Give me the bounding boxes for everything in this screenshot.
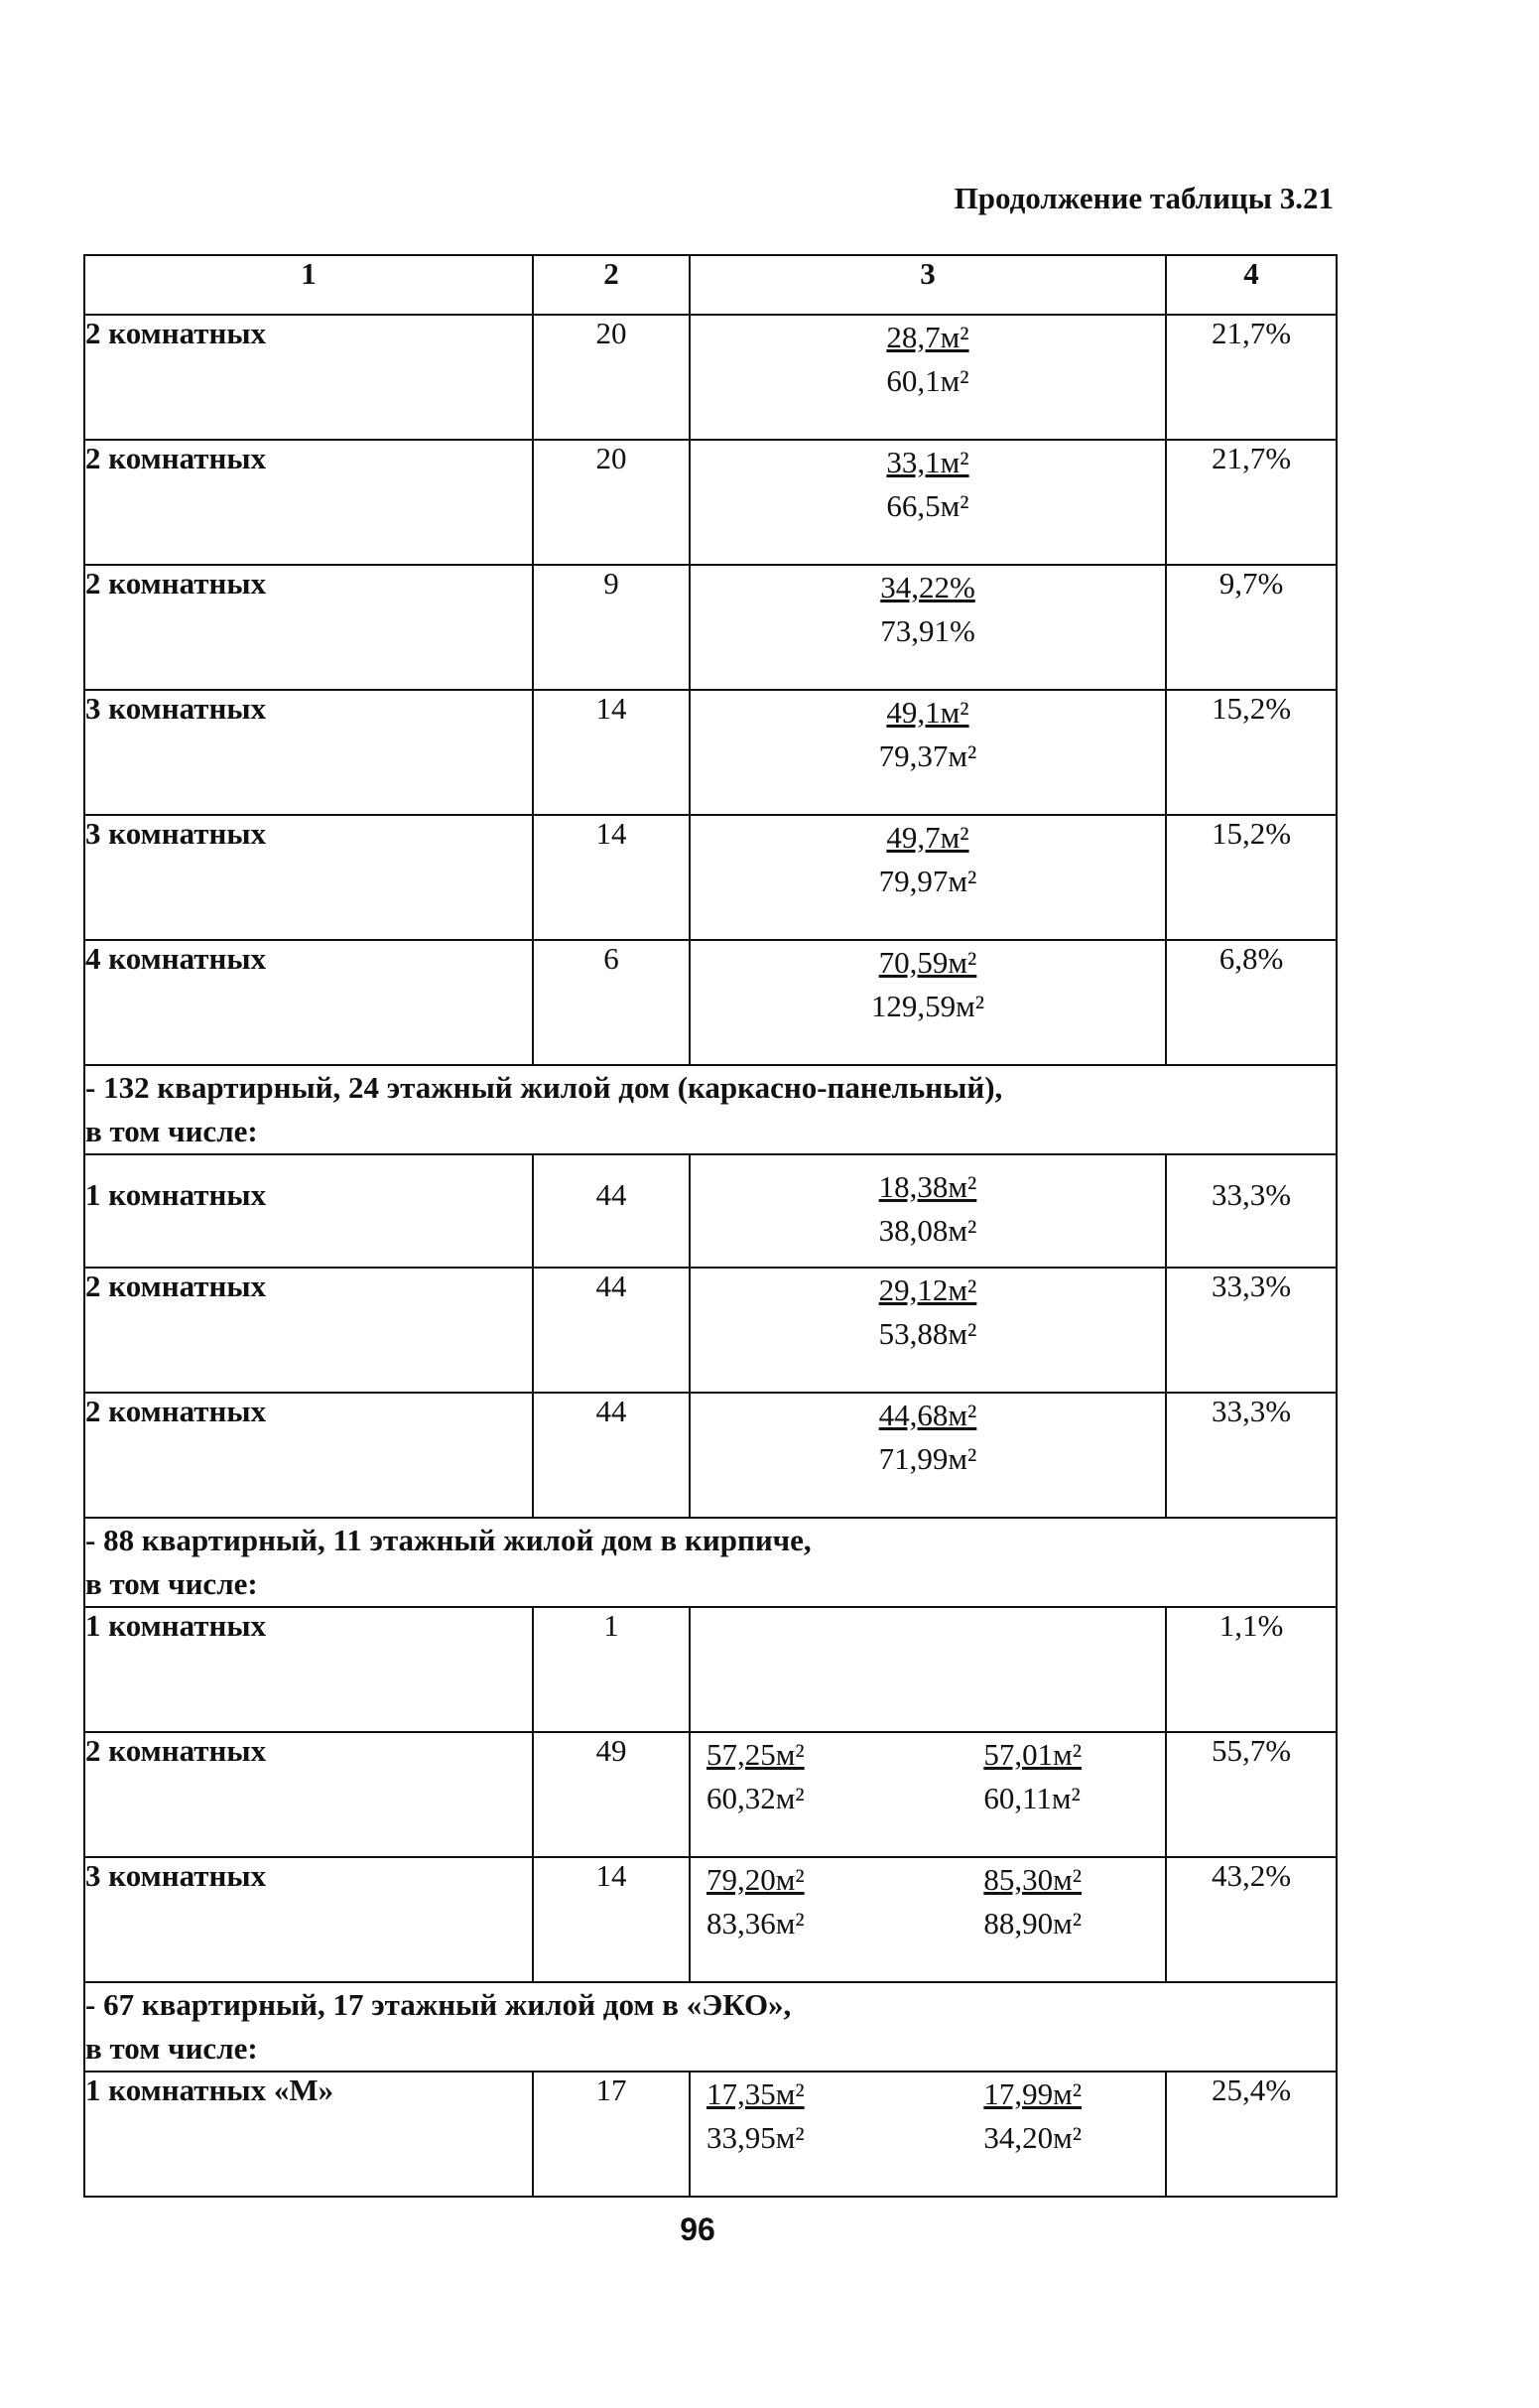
area-top: 44,68м² (878, 1398, 977, 1432)
area-pair (691, 2073, 1165, 2160)
area-bottom: 88,90м² (983, 1906, 1082, 1940)
section-line-1: - 88 квартирный, 11 этажный жилой дом в кирпиче, (85, 1523, 812, 1557)
area-top: 17,99м² (983, 2076, 1082, 2111)
page-number: 96 (680, 2211, 715, 2247)
area-bottom: 66,5м² (886, 488, 969, 523)
table-row (84, 440, 1337, 565)
percent: 55,7% (1166, 1732, 1337, 1857)
percent: 21,7% (1166, 315, 1337, 440)
apartment-count: 9 (533, 565, 690, 690)
area-cell (690, 1732, 1166, 1857)
area-bottom: 79,37м² (878, 738, 977, 773)
apartment-count: 1 (533, 1607, 690, 1732)
area-cell (690, 315, 1166, 440)
table-row (84, 1154, 1337, 1268)
section-line-2: в том числе: (85, 1114, 258, 1148)
apartment-count: 14 (533, 1857, 690, 1982)
section-heading (84, 1518, 1337, 1607)
section-row (84, 1065, 1337, 1154)
area-pair (691, 1733, 1165, 1820)
area-top: 28,7м² (886, 320, 969, 354)
percent: 33,3% (1166, 1268, 1337, 1393)
header-col-4: 4 (1166, 255, 1337, 315)
data-table (83, 254, 1338, 2198)
table-row (84, 315, 1337, 440)
percent: 15,2% (1166, 815, 1337, 940)
table-row (84, 565, 1337, 690)
apartment-count: 14 (533, 690, 690, 815)
table-row (84, 2072, 1337, 2197)
room-type: 4 комнатных (84, 940, 533, 1065)
area-variant-b (983, 2073, 1082, 2160)
percent: 25,4% (1166, 2072, 1337, 2197)
area-cell (690, 2072, 1166, 2197)
table-row (84, 1268, 1337, 1393)
apartment-count: 44 (533, 1268, 690, 1393)
room-type: 2 комнатных (84, 565, 533, 690)
area-bottom: 129,59м² (870, 989, 985, 1023)
apartment-count: 17 (533, 2072, 690, 2197)
percent: 15,2% (1166, 690, 1337, 815)
area-top: 70,59м² (878, 945, 977, 980)
area-top: 18,38м² (878, 1169, 977, 1204)
header-row (84, 255, 1337, 315)
header-col-3: 3 (690, 255, 1166, 315)
section-line-1: - 132 квартирный, 24 этажный жилой дом (каркасно-панельный), (85, 1070, 1003, 1105)
table-row (84, 1732, 1337, 1857)
section-line-2: в том числе: (85, 2031, 258, 2066)
percent: 43,2% (1166, 1857, 1337, 1982)
table-caption: Продолжение таблицы 3.21 (954, 181, 1334, 215)
apartment-count: 20 (533, 440, 690, 565)
area-cell (690, 1393, 1166, 1518)
area-top: 49,1м² (886, 695, 969, 730)
area-bottom: 60,32м² (706, 1781, 805, 1815)
section-row (84, 1518, 1337, 1607)
room-type: 2 комнатных (84, 440, 533, 565)
area-bottom: 60,11м² (983, 1781, 1081, 1815)
area-cell (690, 1268, 1166, 1393)
area-bottom: 79,97м² (878, 864, 977, 898)
area-cell (690, 565, 1166, 690)
area-cell-empty (690, 1607, 1166, 1732)
area-top: 57,01м² (983, 1737, 1082, 1772)
table-row (84, 1607, 1337, 1732)
room-type: 3 комнатных (84, 815, 533, 940)
room-type: 3 комнатных (84, 690, 533, 815)
percent: 9,7% (1166, 565, 1337, 690)
area-top: 34,22% (880, 570, 975, 604)
area-top: 85,30м² (983, 1862, 1082, 1897)
section-line-2: в том числе: (85, 1566, 258, 1601)
area-top: 17,35м² (706, 2076, 805, 2111)
table-row (84, 690, 1337, 815)
apartment-count: 49 (533, 1732, 690, 1857)
area-bottom: 83,36м² (706, 1906, 805, 1940)
percent: 33,3% (1166, 1154, 1337, 1268)
area-top: 79,20м² (706, 1862, 805, 1897)
table-row (84, 1393, 1337, 1518)
header-col-2: 2 (533, 255, 690, 315)
area-top: 49,7м² (886, 820, 969, 855)
percent: 1,1% (1166, 1607, 1337, 1732)
area-bottom: 38,08м² (878, 1213, 977, 1248)
area-bottom: 73,91% (880, 613, 975, 648)
area-variant-a (706, 2073, 805, 2160)
area-cell (690, 940, 1166, 1065)
area-cell (690, 815, 1166, 940)
area-pair (691, 1858, 1165, 1945)
apartment-count: 44 (533, 1393, 690, 1518)
section-line-1: - 67 квартирный, 17 этажный жилой дом в «ЭКО», (85, 1987, 792, 2022)
percent: 21,7% (1166, 440, 1337, 565)
area-top: 57,25м² (706, 1737, 805, 1772)
area-cell (690, 440, 1166, 565)
area-bottom: 60,1м² (886, 363, 969, 398)
area-variant-a (706, 1858, 805, 1945)
area-bottom: 53,88м² (878, 1316, 977, 1351)
table-row (84, 1857, 1337, 1982)
area-cell (690, 1154, 1166, 1268)
area-cell (690, 1857, 1166, 1982)
room-type: 1 комнатных (84, 1607, 533, 1732)
room-type: 2 комнатных (84, 1393, 533, 1518)
percent: 33,3% (1166, 1393, 1337, 1518)
area-bottom: 34,20м² (983, 2120, 1082, 2155)
apartment-count: 44 (533, 1154, 690, 1268)
room-type: 1 комнатных (84, 1154, 533, 1268)
percent: 6,8% (1166, 940, 1337, 1065)
area-variant-b (983, 1858, 1082, 1945)
apartment-count: 14 (533, 815, 690, 940)
room-type: 2 комнатных (84, 315, 533, 440)
area-variant-b (983, 1733, 1082, 1820)
room-type: 2 комнатных (84, 1268, 533, 1393)
area-bottom: 71,99м² (878, 1441, 977, 1476)
section-heading (84, 1982, 1337, 2072)
table-row (84, 940, 1337, 1065)
section-heading (84, 1065, 1337, 1154)
area-bottom: 33,95м² (706, 2120, 805, 2155)
area-cell (690, 690, 1166, 815)
room-type: 2 комнатных (84, 1732, 533, 1857)
table-row (84, 815, 1337, 940)
apartment-count: 20 (533, 315, 690, 440)
area-variant-a (706, 1733, 805, 1820)
apartment-count: 6 (533, 940, 690, 1065)
header-col-1: 1 (84, 255, 533, 315)
room-type: 1 комнатных «М» (84, 2072, 533, 2197)
area-top: 29,12м² (878, 1272, 977, 1307)
section-row (84, 1982, 1337, 2072)
area-top: 33,1м² (886, 445, 969, 479)
room-type: 3 комнатных (84, 1857, 533, 1982)
